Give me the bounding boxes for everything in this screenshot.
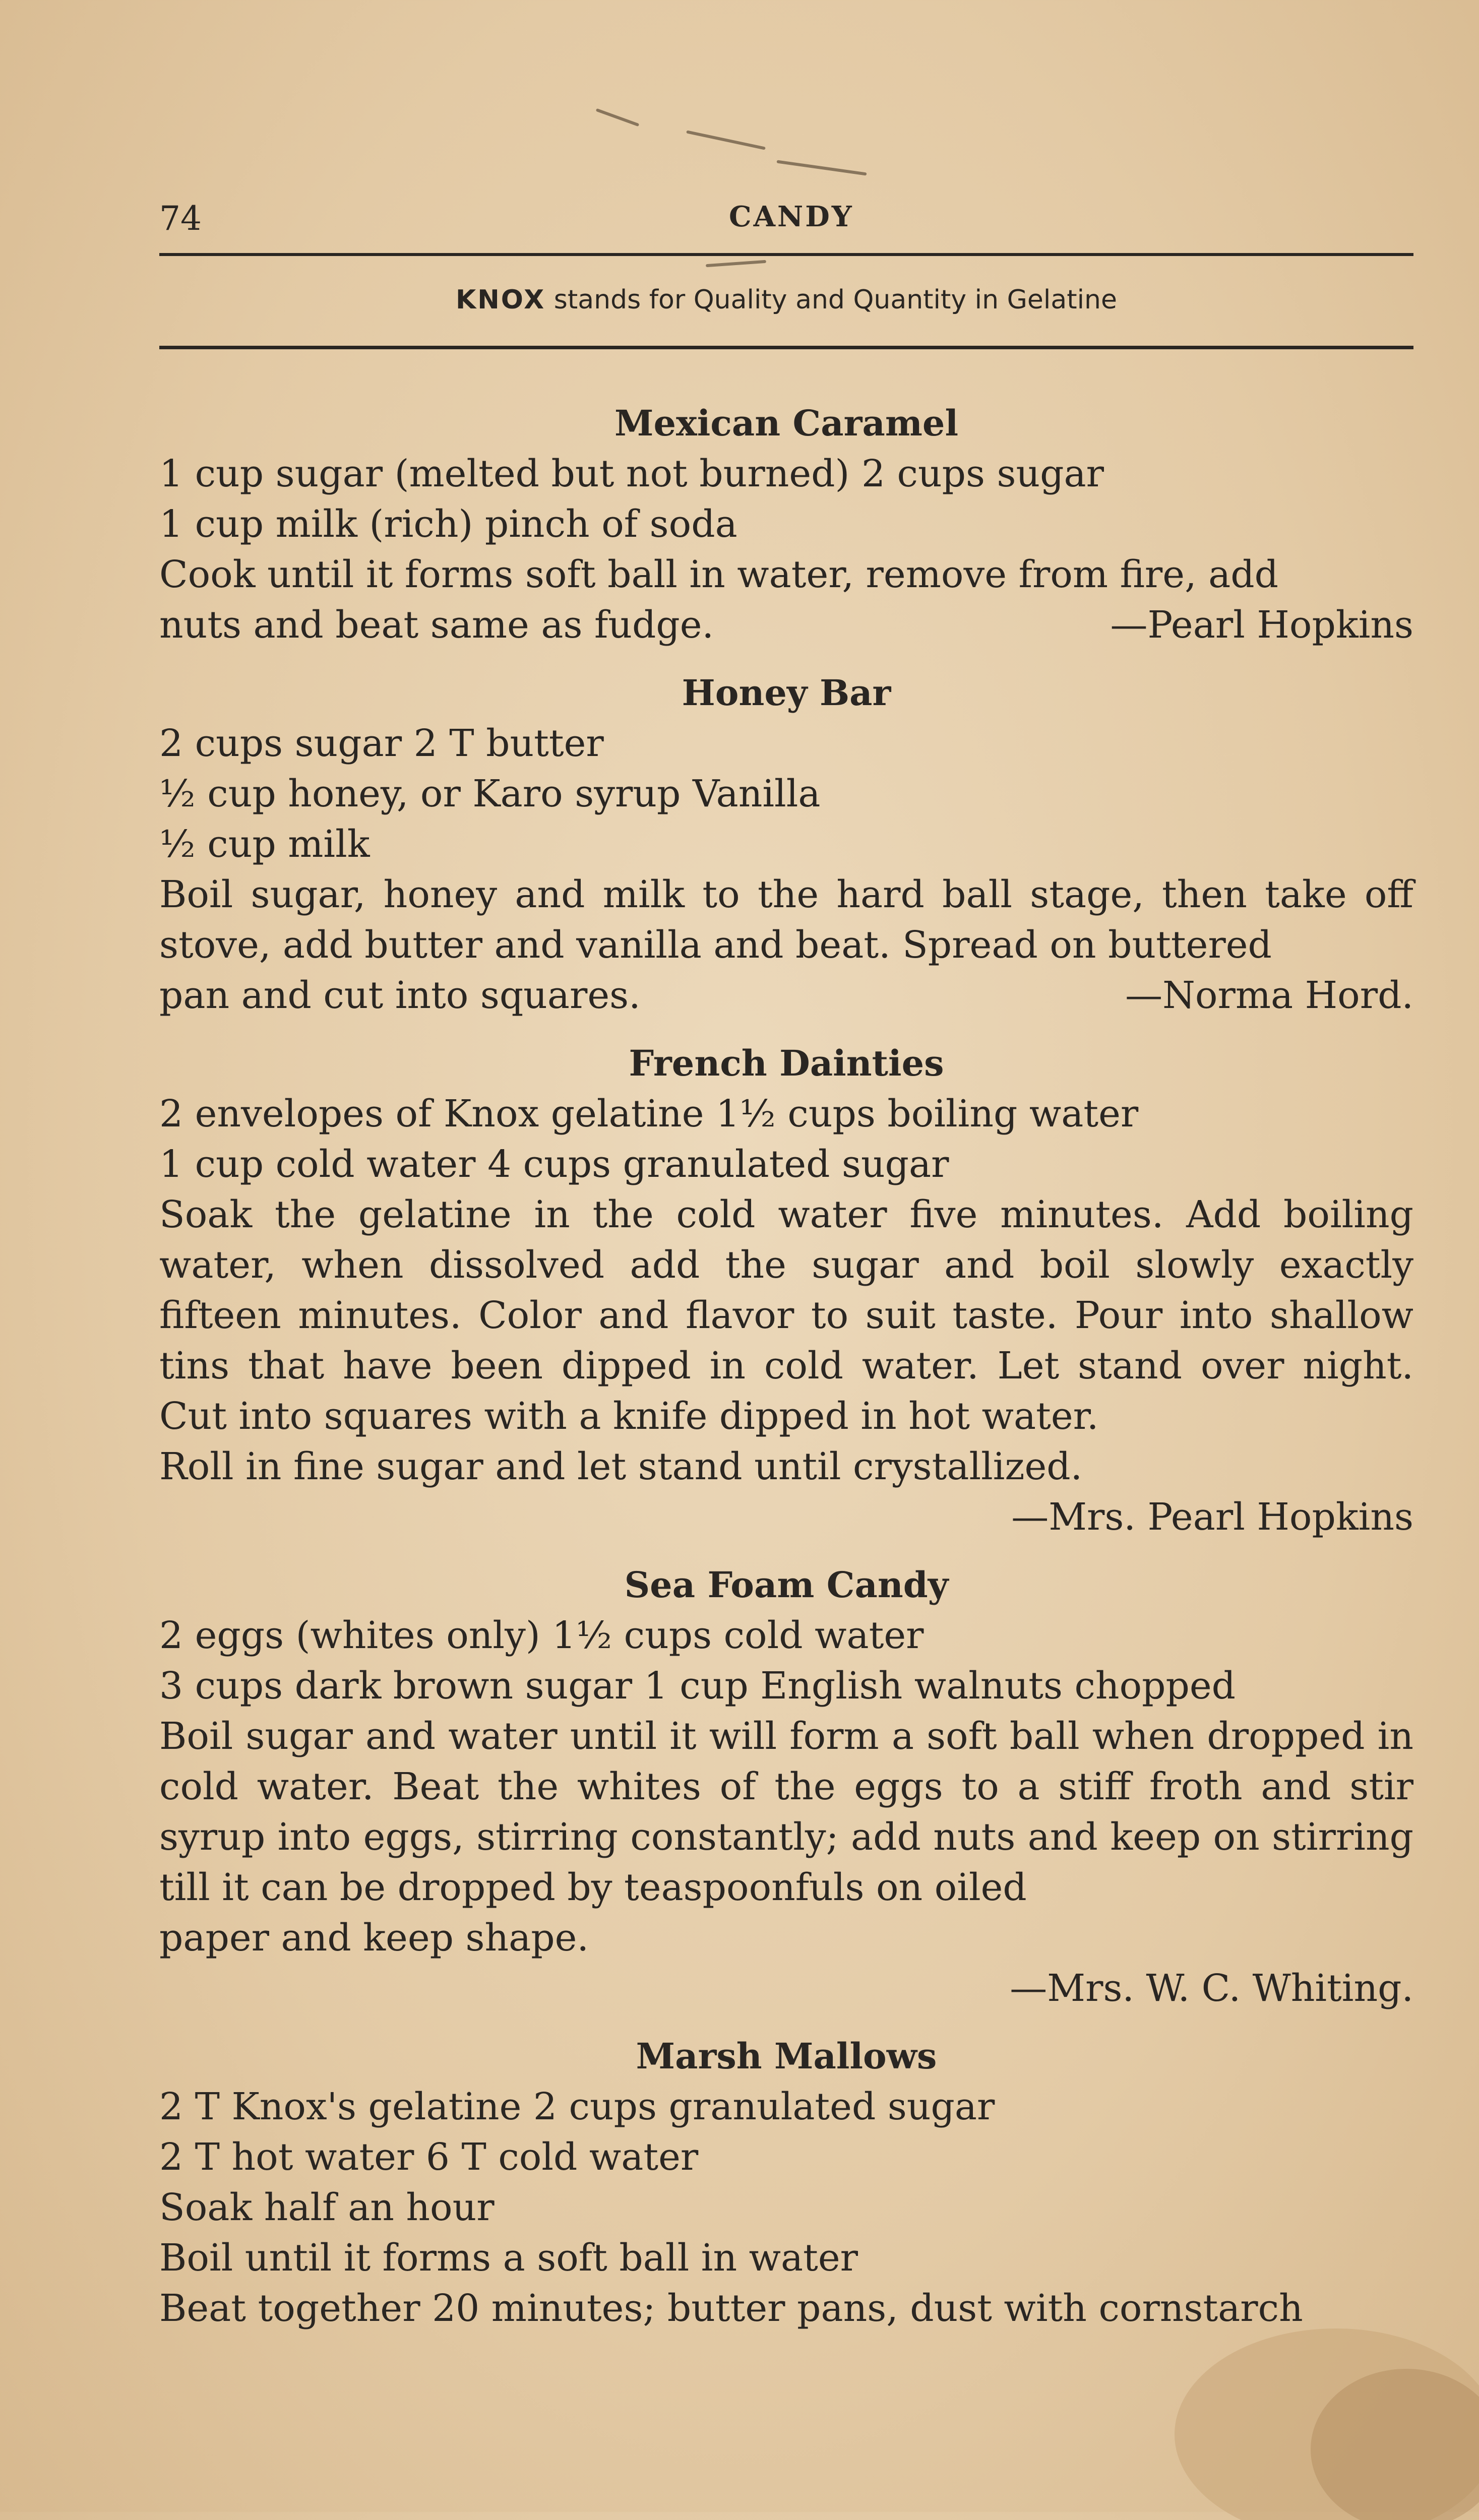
ingredient: 2 cups granulated sugar <box>533 2085 995 2128</box>
scratch-mark <box>596 108 640 127</box>
ingredient-row <box>159 1139 1413 1189</box>
ingredient-row <box>159 2082 1413 2132</box>
ingredient: 1 cup cold water <box>159 1143 476 1186</box>
ingredient: 1½ cups boiling water <box>716 1092 1139 1136</box>
recipe-method: Soak the gelatine in the cold water five minutes. Add boiling water, when dissolved add the sugar and boil slowly exactly fifteen minutes. Color and flavor to suit taste. Pour into shallow tins that have been dipped in cold water. Let stand over night. Cut into squares with a knife dipped in hot water. <box>159 1193 1413 1438</box>
ingredient: 2 T butter <box>413 722 604 765</box>
running-head <box>159 199 1413 239</box>
ingredient: 1½ cups cold water <box>552 1614 924 1657</box>
ingredient: pinch of soda <box>484 502 737 546</box>
ingredient: Vanilla <box>692 772 821 815</box>
ingredient: 2 eggs (whites only) <box>159 1614 540 1657</box>
tagline-rule <box>159 346 1413 349</box>
recipe-step: Boil until it forms a soft ball in water <box>159 2236 858 2280</box>
recipe-credit: —Pearl Hopkins <box>1110 603 1413 647</box>
method-last-line: nuts and beat same as fudge. <box>159 603 714 647</box>
ingredient: 1 cup English walnuts chopped <box>644 1664 1236 1708</box>
recipe-honey-bar <box>159 668 1413 1021</box>
recipe-title: Marsh Mallows <box>636 2035 937 2077</box>
recipe-method: Cook until it forms soft ball in water, remove from fire, add <box>159 553 1278 596</box>
scratch-mark <box>776 160 867 176</box>
ingredient: ½ cup milk <box>159 823 370 866</box>
recipe-mexican-caramel <box>159 398 1413 650</box>
ingredient-row <box>159 499 1413 549</box>
recipe-french-dainties <box>159 1038 1413 1542</box>
tagline-brand: KNOX <box>455 285 546 315</box>
tagline-text: stands for Quality and Quantity in Gelatine <box>553 285 1117 315</box>
ingredient-row <box>159 1610 1413 1661</box>
section-title: CANDY <box>729 200 854 233</box>
ingredient: 2 cups sugar <box>159 722 402 765</box>
method-last-line: pan and cut into squares. <box>159 974 641 1017</box>
method-last-line: paper and keep shape. <box>159 1916 589 1960</box>
recipe-step: Soak half an hour <box>159 2186 495 2229</box>
recipe-method: Boil sugar, honey and milk to the hard ball stage, then take off stove, add butter and vanilla and beat. Spread on buttered <box>159 873 1413 967</box>
ingredient: 2 T hot water <box>159 2135 414 2179</box>
recipe-step: Beat together 20 minutes; butter pans, dust with cornstarch <box>159 2287 1303 2330</box>
recipe-credit: —Mrs. Pearl Hopkins <box>1011 1495 1413 1539</box>
ingredient: 6 T cold water <box>425 2135 699 2179</box>
recipe-title: French Dainties <box>629 1042 944 1084</box>
recipe-credit: —Mrs. W. C. Whiting. <box>1010 1967 1413 2010</box>
ingredient-row <box>159 819 1413 869</box>
ingredient: 1 cup milk (rich) <box>159 502 473 546</box>
scratch-mark <box>706 260 766 267</box>
page-number: 74 <box>159 199 202 238</box>
ingredient: 3 cups dark brown sugar <box>159 1664 633 1708</box>
ingredient-row <box>159 718 1413 769</box>
recipe-sea-foam-candy <box>159 1560 1413 2013</box>
recipe-marsh-mallows <box>159 2031 1413 2334</box>
ingredient-row <box>159 2132 1413 2182</box>
ingredient: 2 cups sugar <box>861 452 1104 495</box>
ingredient: 2 envelopes of Knox gelatine <box>159 1092 704 1136</box>
method-end <box>159 600 1413 650</box>
tagline <box>159 285 1413 315</box>
recipe-credit: —Norma Hord. <box>1125 974 1413 1017</box>
recipe-method: Boil sugar and water until it will form a soft ball when dropped in cold water. Beat the whites of the eggs to a stiff froth and stir syrup into eggs, stirring constantly; add nuts and keep on stirring till it can be dropped by teaspoonfuls on oiled <box>159 1715 1413 1909</box>
ingredient-row <box>159 1089 1413 1139</box>
ingredient: 4 cups granulated sugar <box>487 1143 949 1186</box>
scratch-mark <box>686 130 766 150</box>
ingredient: ½ cup honey, or Karo syrup <box>159 772 681 815</box>
header-rule <box>159 253 1413 256</box>
ingredient: 1 cup sugar (melted but not burned) <box>159 452 850 495</box>
recipe-content <box>159 398 1413 2334</box>
recipe-title: Honey Bar <box>682 672 891 714</box>
method-last-line: Roll in fine sugar and let stand until crystallized. <box>159 1445 1083 1488</box>
method-end <box>159 970 1413 1021</box>
recipe-title: Sea Foam Candy <box>624 1564 949 1606</box>
ingredient-row <box>159 769 1413 819</box>
ingredient: 2 T Knox's gelatine <box>159 2085 522 2128</box>
ingredient-row <box>159 449 1413 499</box>
recipe-title: Mexican Caramel <box>614 402 959 444</box>
ingredient-row <box>159 1661 1413 1711</box>
